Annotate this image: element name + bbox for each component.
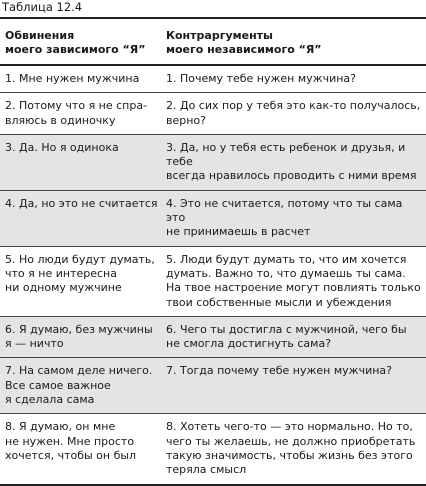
comparison-table xyxy=(0,17,426,486)
counterargument-cell: 7. Тогда почему тебе нужен мужчина? xyxy=(163,358,426,414)
counterargument-cell: 5. Люди будут думать то, что им хочется думать. Важно то, что думаешь ты сама. На твое настроение могут повлиять только твои собственные мысли и убеждения xyxy=(163,246,426,316)
header-counterarguments: Контраргументы моего независимого “Я” xyxy=(163,18,426,65)
counterargument-cell: 2. До сих пор у тебя это как-то получалось, верно? xyxy=(163,93,426,135)
counterargument-cell: 4. Это не считается, потому что ты сама это не принимаешь в расчет xyxy=(163,190,426,246)
table-row xyxy=(0,316,426,358)
table-row xyxy=(0,190,426,246)
counterargument-cell: 6. Чего ты достигла с мужчиной, чего бы не смогла достигнуть сама? xyxy=(163,316,426,358)
accusation-cell: 6. Я думаю, без мужчины я — ничто xyxy=(0,316,163,358)
counterargument-cell: 1. Почему тебе нужен мужчина? xyxy=(163,65,426,93)
table-row xyxy=(0,134,426,190)
header-accusations: Обвинения моего зависимого “Я” xyxy=(0,18,163,65)
table-caption: Таблица 12.4 xyxy=(2,0,83,14)
table-row xyxy=(0,93,426,135)
counterargument-cell: 3. Да, но у тебя есть ребенок и друзья, и тебе всегда нравилось проводить с ними время xyxy=(163,134,426,190)
accusation-cell: 2. Потому что я не спра- вляюсь в одиночку xyxy=(0,93,163,135)
accusation-cell: 1. Мне нужен мужчина xyxy=(0,65,163,93)
table-row xyxy=(0,246,426,316)
table-row xyxy=(0,65,426,93)
accusation-cell: 3. Да. Но я одинока xyxy=(0,134,163,190)
accusation-cell: 4. Да, но это не считается xyxy=(0,190,163,246)
table-row xyxy=(0,358,426,414)
table-header-row xyxy=(0,18,426,65)
table-row xyxy=(0,414,426,485)
counterargument-cell: 8. Хотеть чего-то — это нормально. Но то, чего ты желаешь, не должно приобретать такую значимость, чтобы жизнь без этого теряла смысл xyxy=(163,414,426,485)
accusation-cell: 5. Но люди будут думать, что я не интересна ни одному мужчине xyxy=(0,246,163,316)
accusation-cell: 7. На самом деле ничего. Все самое важное я сделала сама xyxy=(0,358,163,414)
accusation-cell: 8. Я думаю, он мне не нужен. Мне просто хочется, чтобы он был xyxy=(0,414,163,485)
